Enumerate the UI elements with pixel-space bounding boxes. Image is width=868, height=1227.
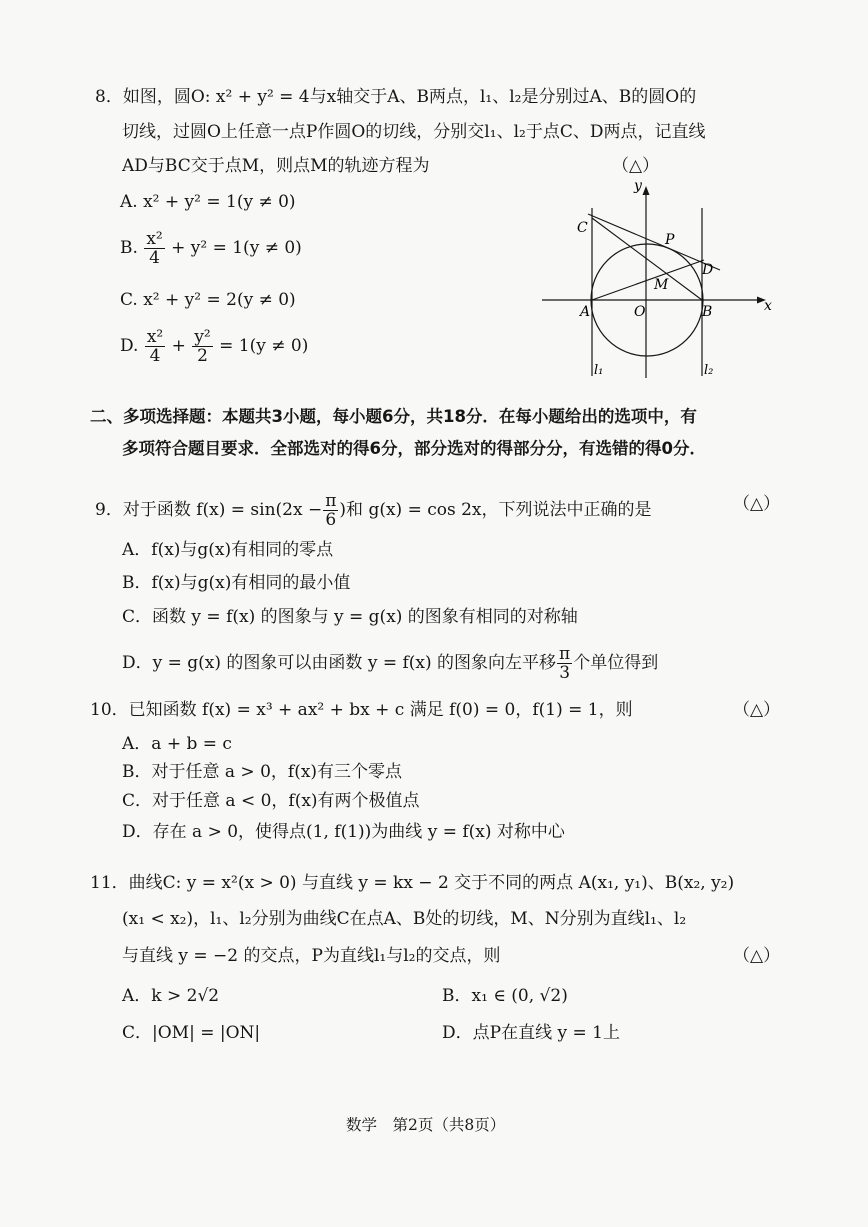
q8-stem-line1: 8．如图，圆O: x² + y² = 4与x轴交于A、B两点，l₁、l₂是分别过A、B的圆O的 — [95, 87, 697, 107]
q11-answer-mark: （△） — [733, 946, 781, 966]
q8-option-d-numerator2: y² — [194, 327, 211, 347]
label-m: M — [654, 277, 669, 293]
q8-option-b-denominator: 4 — [149, 248, 160, 268]
q8-option-d-fraction2 — [192, 328, 212, 365]
q10-option-a: A．a + b = c — [122, 734, 232, 754]
q10-option-c: C．对于任意 a < 0，f(x)有两个极值点 — [122, 791, 420, 811]
q11-option-b: B．x₁ ∈ (0, √2) — [442, 986, 568, 1006]
label-x: x — [764, 298, 772, 314]
q11-stem-line3: 与直线 y = −2 的交点，P为直线l₁与l₂的交点，则 — [122, 946, 501, 966]
q8-circle-figure — [540, 178, 780, 383]
q8-option-d-rest: = 1(y ≠ 0) — [219, 336, 309, 356]
label-l2: l₂ — [704, 363, 714, 378]
q11-stem-line1: 11．曲线C: y = x²(x > 0) 与直线 y = kx − 2 交于不同的两点 A(x₁, y₁)、B(x₂, y₂) — [90, 873, 735, 893]
q8-option-d-label: D. — [120, 336, 139, 356]
q11-stem-line2: (x₁ < x₂)，l₁、l₂分别为曲线C在点A、B处的切线，M、N分别为直线l₁、l₂ — [122, 909, 687, 929]
q10-answer-mark: （△） — [733, 700, 781, 720]
q11-option-c: C．|OM| = |ON| — [122, 1023, 261, 1043]
q8-option-d — [120, 328, 308, 365]
q8-option-d-numerator1: x² — [146, 327, 164, 347]
y-axis-arrow — [643, 186, 650, 195]
q9-option-d-fraction-denominator: 3 — [559, 663, 571, 683]
q9-option-a: A．f(x)与g(x)有相同的零点 — [122, 540, 334, 560]
label-o: O — [634, 304, 646, 320]
q8-option-d-denominator2: 2 — [197, 346, 208, 366]
q9-answer-mark: （△） — [733, 494, 781, 514]
q9-option-d-fraction — [557, 645, 572, 682]
q9-stem — [95, 492, 652, 529]
label-l1: l₁ — [594, 363, 604, 378]
q8-option-c: C. x² + y² = 2(y ≠ 0) — [120, 290, 296, 310]
label-b: B — [702, 304, 713, 320]
label-d: D — [702, 262, 714, 278]
label-y: y — [634, 178, 642, 194]
q9-option-b: B．f(x)与g(x)有相同的最小值 — [122, 573, 351, 593]
q9-stem-a: 9．对于函数 f(x) = sin(2x − — [95, 500, 323, 520]
q8-option-a: A. x² + y² = 1(y ≠ 0) — [120, 192, 296, 212]
q8-stem-line3: AD与BC交于点M，则点M的轨迹方程为 — [122, 156, 430, 176]
q11-option-d: D．点P在直线 y = 1上 — [442, 1023, 620, 1043]
q9-option-d-a: D．y = g(x) 的图象可以由函数 y = f(x) 的图象向左平移 — [122, 653, 557, 673]
label-p: P — [665, 232, 675, 248]
q9-stem-fraction-numerator: π — [325, 491, 337, 511]
q9-option-d-fraction-numerator: π — [559, 644, 571, 664]
page-footer: 数学 第2页（共8页） — [346, 1116, 506, 1134]
q10-option-b: B．对于任意 a > 0，f(x)有三个零点 — [122, 762, 403, 782]
q8-answer-mark: （△） — [612, 156, 660, 176]
q8-stem-line2: 切线，过圆O上任意一点P作圆O的切线，分别交l₁、l₂于点C、D两点，记直线 — [122, 122, 706, 142]
q10-stem: 10．已知函数 f(x) = x³ + ax² + bx + c 满足 f(0) = 0，f(1) = 1，则 — [90, 700, 633, 720]
section2-header-line1: 二、多项选择题：本题共3小题，每小题6分，共18分．在每小题给出的选项中，有 — [90, 407, 697, 426]
q9-option-d-b: 个单位得到 — [573, 653, 659, 673]
q8-option-b-fraction — [144, 230, 164, 267]
q11-option-a: A．k > 2√2 — [122, 986, 220, 1006]
q8-option-b — [120, 230, 302, 267]
q9-stem-fraction — [323, 492, 338, 529]
q8-option-b-rest: + y² = 1(y ≠ 0) — [171, 238, 302, 258]
q9-option-c: C．函数 y = f(x) 的图象与 y = g(x) 的图象有相同的对称轴 — [122, 607, 578, 627]
q8-option-b-numerator: x² — [146, 229, 163, 249]
section2-header-line2: 多项符合题目要求．全部选对的得6分，部分选对的得部分分，有选错的得0分． — [122, 439, 706, 458]
q10-option-d: D．存在 a > 0，使得点(1, f(1))为曲线 y = f(x) 对称中心 — [122, 822, 565, 842]
q8-option-d-denominator1: 4 — [149, 346, 161, 366]
line-ad — [592, 260, 704, 300]
q8-option-d-plus: + — [171, 336, 186, 356]
q8-option-b-label: B. — [120, 238, 138, 258]
q9-option-d — [122, 645, 658, 682]
label-a: A — [580, 304, 591, 320]
q9-stem-b: )和 g(x) = cos 2x，下列说法中正确的是 — [339, 500, 652, 520]
q8-option-d-fraction1 — [145, 328, 165, 365]
q9-stem-fraction-denominator: 6 — [325, 510, 337, 530]
label-c: C — [577, 220, 588, 236]
